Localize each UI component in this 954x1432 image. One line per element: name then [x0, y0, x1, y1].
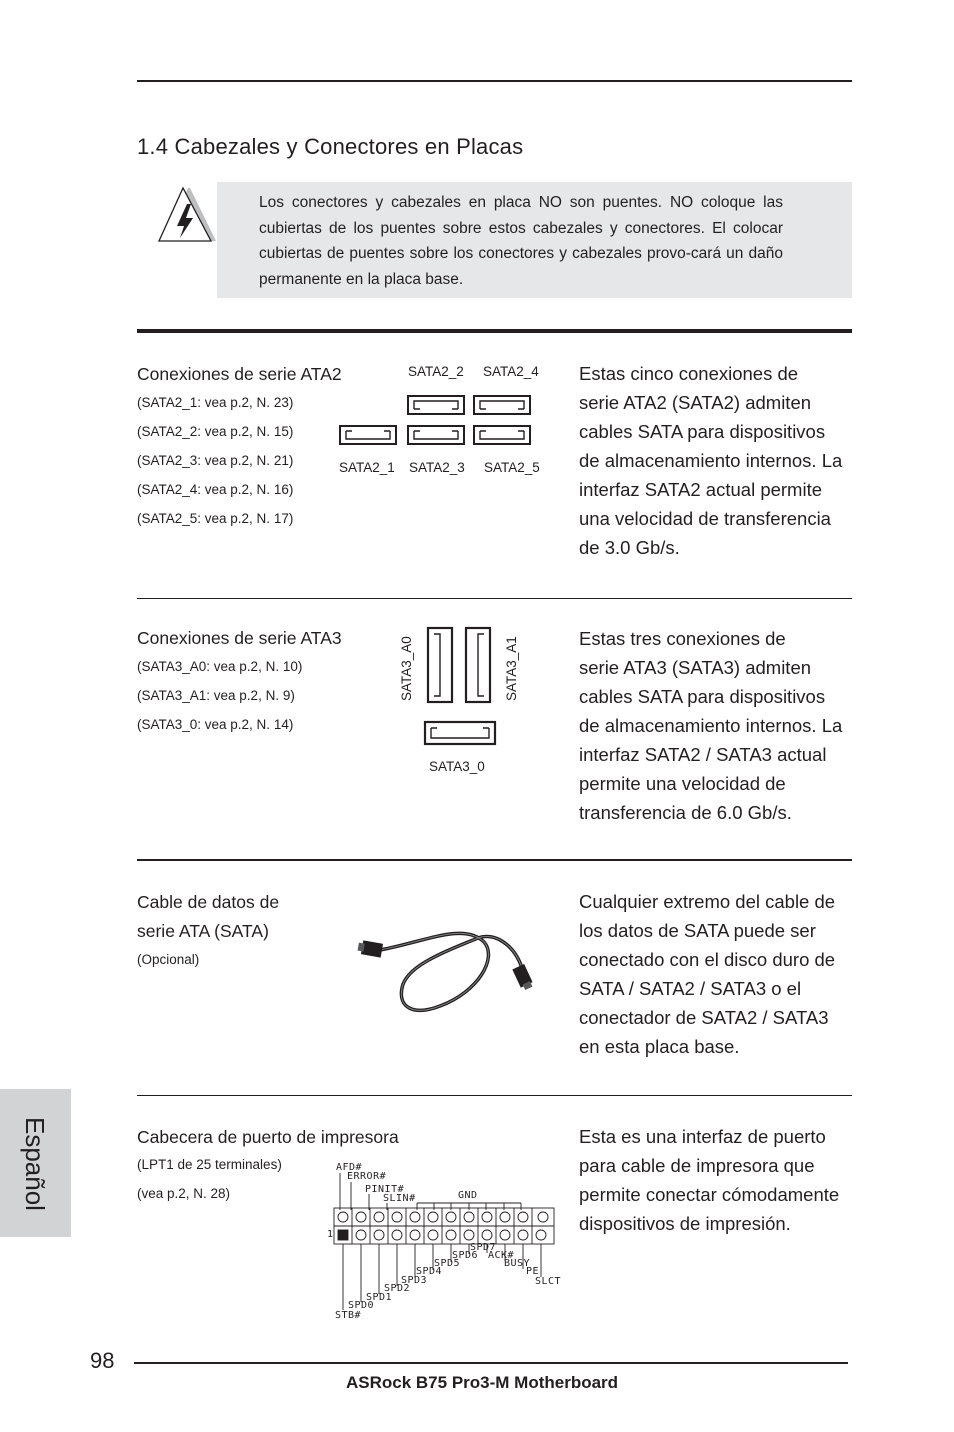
- pin-label-ack: ACK#: [488, 1250, 515, 1261]
- printer-ref-page: (vea p.2, N. 28): [137, 1186, 231, 1201]
- sata3-0-connector: [425, 722, 495, 744]
- cable-connector-right: [512, 964, 532, 990]
- section-divider: [137, 598, 852, 599]
- section-title: 1.4 Cabezales y Conectores en Placas: [137, 134, 524, 159]
- sata2-2-connector: [408, 396, 464, 414]
- sata2-3-connector: [408, 426, 464, 444]
- sata2-ref-3: (SATA2_3: vea p.2, N. 21): [137, 453, 294, 468]
- sata2-4-label: SATA2_4: [483, 364, 539, 379]
- language-side-tab-label: Español: [20, 1117, 50, 1211]
- cable-heading-line1: Cable de datos de: [137, 892, 280, 912]
- pin-label-slin: SLIN#: [383, 1193, 416, 1204]
- cable-heading-line2: serie ATA (SATA): [137, 921, 269, 941]
- sata3-a1-connector: [466, 628, 490, 702]
- pin-label-slct: SLCT: [535, 1276, 562, 1287]
- pin-label-spd3: SPD3: [401, 1275, 428, 1286]
- sata2-ref-1: (SATA2_1: vea p.2, N. 23): [137, 395, 294, 410]
- sata2-2-label: SATA2_2: [408, 364, 464, 379]
- sata3-0-label: SATA3_0: [429, 759, 485, 774]
- printer-ref-pins: (LPT1 de 25 terminales): [137, 1157, 282, 1172]
- sata3-description: Estas tres conexiones de serie ATA3 (SATA3) admiten cables SATA para dispositivos de almacenamiento internos. La interfaz SATA2 / SATA3 actual permite una velocidad de transferencia de 6.0 Gb/s.: [579, 628, 843, 823]
- printer-heading: Cabecera de puerto de impresora: [137, 1127, 399, 1147]
- printer-header-diagram: [324, 1160, 564, 1326]
- sata3-a1-label: SATA3_A1: [504, 636, 519, 701]
- language-side-tab: [0, 1089, 71, 1237]
- top-rule: [137, 80, 852, 82]
- pin-label-spd2: SPD2: [384, 1283, 411, 1294]
- cable-connector-left: [358, 940, 384, 957]
- pin-label-spd1: SPD1: [366, 1292, 393, 1303]
- sata2-1-connector: [340, 426, 396, 444]
- sata2-5-connector: [474, 426, 530, 444]
- sata2-3-label: SATA2_3: [409, 460, 465, 475]
- warning-note-text: Los conectores y cabezales en placa NO son puentes. NO coloque las cubiertas de los puentes sobre estos cabezales y conectores. El colocar cubiertas de puentes sobre los conectores y cabezales provo-cará un daño permanente en la placa base.: [259, 194, 783, 288]
- sata3-a0-connector: [428, 628, 452, 702]
- sata3-ref-a1: (SATA3_A1: vea p.2, N. 9): [137, 688, 295, 703]
- sata2-5-label: SATA2_5: [484, 460, 540, 475]
- sata3-ref-a0: (SATA3_A0: vea p.2, N. 10): [137, 659, 303, 674]
- sata2-ref-5: (SATA2_5: vea p.2, N. 17): [137, 511, 294, 526]
- section-divider-thick: [137, 329, 852, 333]
- pin-label-spd7: SPD7: [470, 1242, 497, 1253]
- pin-label-spd4: SPD4: [416, 1266, 443, 1277]
- pin-label-pinit: PINIT#: [365, 1184, 405, 1195]
- sata3-connector-diagram: [420, 624, 500, 750]
- pin-label-spd6: SPD6: [452, 1250, 479, 1261]
- pin-label-busy: BUSY: [504, 1258, 531, 1269]
- sata2-4-connector: [474, 396, 530, 414]
- warning-note-box: [217, 182, 852, 298]
- sata-cable-illustration: [354, 918, 544, 1018]
- pin-label-error: ERROR#: [347, 1171, 387, 1182]
- sata2-connector-diagram: [336, 392, 538, 448]
- pin-label-spd5: SPD5: [434, 1258, 461, 1269]
- page-number: 98: [90, 1348, 115, 1373]
- sata2-1-label: SATA2_1: [339, 460, 395, 475]
- sata2-description: Estas cinco conexiones de serie ATA2 (SATA2) admiten cables SATA para dispositivos de almacenamiento internos. La interfaz SATA2 actual permite una velocidad de transferencia de 3.0 Gb/s.: [579, 363, 843, 558]
- section-divider: [137, 1095, 852, 1096]
- sata2-heading: Conexiones de serie ATA2: [137, 364, 342, 384]
- pin-label-stb: STB#: [335, 1310, 362, 1321]
- pin-label-pe: PE: [526, 1266, 540, 1277]
- cable-description: Cualquier extremo del cable de los datos de SATA puede ser conectado con el disco duro de SATA / SATA2 / SATA3 o el conectador de SATA2 / SATA3 en esta placa base.: [579, 891, 836, 1057]
- sata3-a0-label: SATA3_A0: [399, 636, 414, 701]
- sata3-ref-0: (SATA3_0: vea p.2, N. 14): [137, 717, 294, 732]
- sata2-ref-2: (SATA2_2: vea p.2, N. 15): [137, 424, 294, 439]
- pin-label-afd: AFD#: [336, 1162, 363, 1173]
- cable-optional: (Opcional): [137, 952, 200, 967]
- sata3-heading: Conexiones de serie ATA3: [137, 628, 342, 648]
- section-divider-medium: [137, 859, 852, 861]
- footer-rule: [134, 1362, 848, 1364]
- pin-1-label: 1: [327, 1229, 334, 1240]
- pin-label-spd0: SPD0: [348, 1300, 375, 1311]
- pin-label-gnd: GND: [458, 1190, 478, 1201]
- sata2-ref-4: (SATA2_4: vea p.2, N. 16): [137, 482, 294, 497]
- footer-title: ASRock B75 Pro3-M Motherboard: [346, 1373, 619, 1392]
- warning-triangle-icon: [155, 184, 219, 248]
- printer-description: Esta es una interfaz de puerto para cable de impresora que permite conectar cómodamente dispositivos de impresión.: [579, 1126, 840, 1234]
